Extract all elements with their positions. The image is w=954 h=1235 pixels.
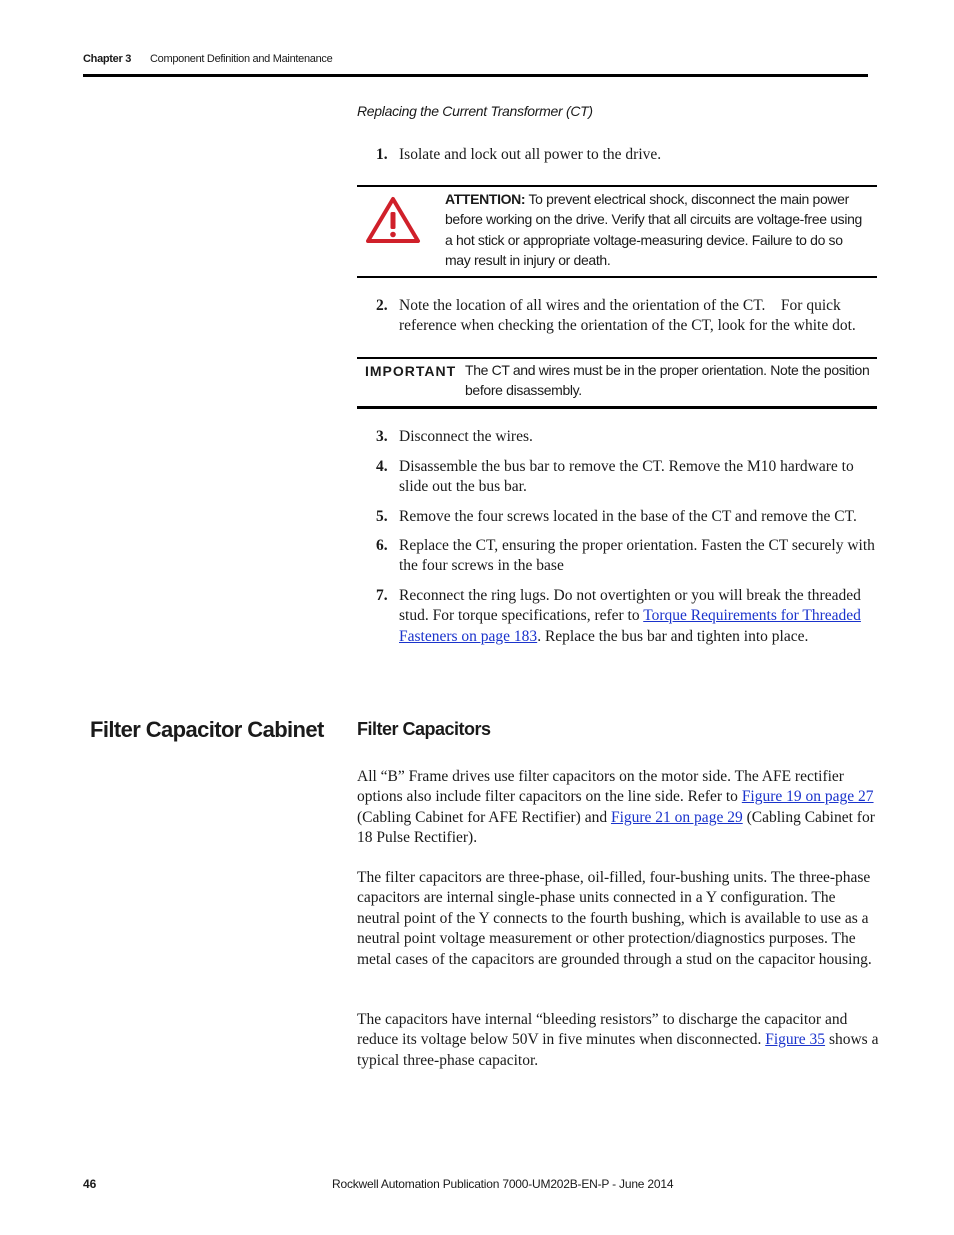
step-text-after: . Replace the bus bar and tighten into place. bbox=[537, 627, 809, 645]
figure-21-link[interactable]: Figure 21 on page 29 bbox=[610, 808, 743, 826]
step-text: Disconnect the wires. bbox=[399, 428, 533, 445]
step-6 bbox=[357, 536, 877, 577]
section-title: Filter Capacitor Cabinet bbox=[90, 717, 324, 742]
torque-requirements-link[interactable]: Torque Requirements for Threaded Fasteners on page 183 bbox=[399, 607, 861, 645]
step-number: 3. bbox=[376, 428, 388, 445]
step-text bbox=[399, 586, 877, 647]
step-5 bbox=[357, 507, 877, 527]
figure-19-link[interactable]: Figure 19 on page 27 bbox=[741, 788, 874, 806]
chapter-title: Component Definition and Maintenance bbox=[150, 53, 333, 65]
important-box bbox=[357, 357, 877, 409]
publication-info: Rockwell Automation Publication 7000-UM202B-EN-P - June 2014 bbox=[332, 1177, 674, 1191]
subsection-title: Filter Capacitors bbox=[357, 719, 491, 739]
procedure-title: Replacing the Current Transformer (CT) bbox=[357, 103, 593, 119]
step-4 bbox=[357, 457, 877, 498]
figure-35-link[interactable]: Figure 35 bbox=[765, 1031, 826, 1049]
step-7 bbox=[357, 586, 877, 647]
step-1 bbox=[357, 145, 877, 165]
step-number: 4. bbox=[376, 458, 388, 475]
paragraph-2: The filter capacitors are three-phase, oil-filled, four-bushing units. The three-phase capacitors are internal single-phase units connected in a Y configuration. The neutral point of the Y connects to the fourth bushing, which is available to use as a neutral point voltage measurement or other protection/diagnostics purposes. The metal cases of the capacitors are grounded through a stud on the capacitor housing. bbox=[357, 869, 872, 968]
paragraph-text: The capacitors have internal “bleeding resistors” to discharge the capacitor and reduce its voltage below 50V in five minutes when disconnected. bbox=[357, 1011, 848, 1049]
step-number: 7. bbox=[376, 587, 388, 604]
step-text: Note the location of all wires and the orientation of the CT. For quick reference when checking the orientation of the CT, look for the white dot. bbox=[399, 297, 856, 335]
step-text: Disassemble the bus bar to remove the CT. Remove the M10 hardware to slide out the bus bar. bbox=[399, 458, 854, 496]
step-number: 2. bbox=[376, 297, 388, 314]
warning-triangle-icon bbox=[365, 195, 421, 245]
step-2 bbox=[357, 296, 877, 337]
attention-text bbox=[445, 189, 870, 270]
step-text: Isolate and lock out all power to the drive. bbox=[399, 146, 662, 163]
step-3 bbox=[357, 427, 877, 447]
paragraph-text: shows a typical three-phase capacitor. bbox=[357, 1031, 879, 1069]
paragraph-text: All “B” Frame drives use filter capacitors on the motor side. The AFE rectifier options also include filter capacitors on the line side. Refer to bbox=[357, 768, 844, 806]
step-number: 6. bbox=[376, 537, 388, 554]
important-text: The CT and wires must be in the proper orientation. Note the position before disassembly. bbox=[465, 362, 870, 399]
step-number: 5. bbox=[376, 508, 388, 525]
step-text: Replace the CT, ensuring the proper orientation. Fasten the CT securely with the four screws in the base bbox=[399, 537, 875, 575]
paragraph-3 bbox=[357, 1010, 879, 1071]
attention-message: To prevent electrical shock, disconnect the main power before working on the drive. Verify that all circuits are voltage-free using a hot stick or appropriate voltage-measuring device. Failure to do so may result in injury or death. bbox=[445, 191, 862, 268]
attention-box bbox=[357, 185, 877, 278]
step-number: 1. bbox=[376, 146, 388, 163]
paragraph-1 bbox=[357, 767, 879, 849]
step-text: Remove the four screws located in the base of the CT and remove the CT. bbox=[399, 508, 857, 525]
step-text-before: Reconnect the ring lugs. Do not overtighten or you will break the threaded stud. For torque specifications, refer to bbox=[399, 587, 861, 625]
attention-label: ATTENTION: bbox=[445, 191, 526, 207]
header-rule bbox=[83, 74, 868, 77]
paragraph-text: (Cabling Cabinet for AFE Rectifier) and bbox=[357, 808, 611, 826]
important-label: IMPORTANT bbox=[365, 363, 457, 379]
page-number: 46 bbox=[83, 1177, 97, 1191]
chapter-label: Chapter 3 bbox=[83, 53, 132, 65]
paragraph-text: (Cabling Cabinet for 18 Pulse Rectifier). bbox=[357, 808, 875, 847]
